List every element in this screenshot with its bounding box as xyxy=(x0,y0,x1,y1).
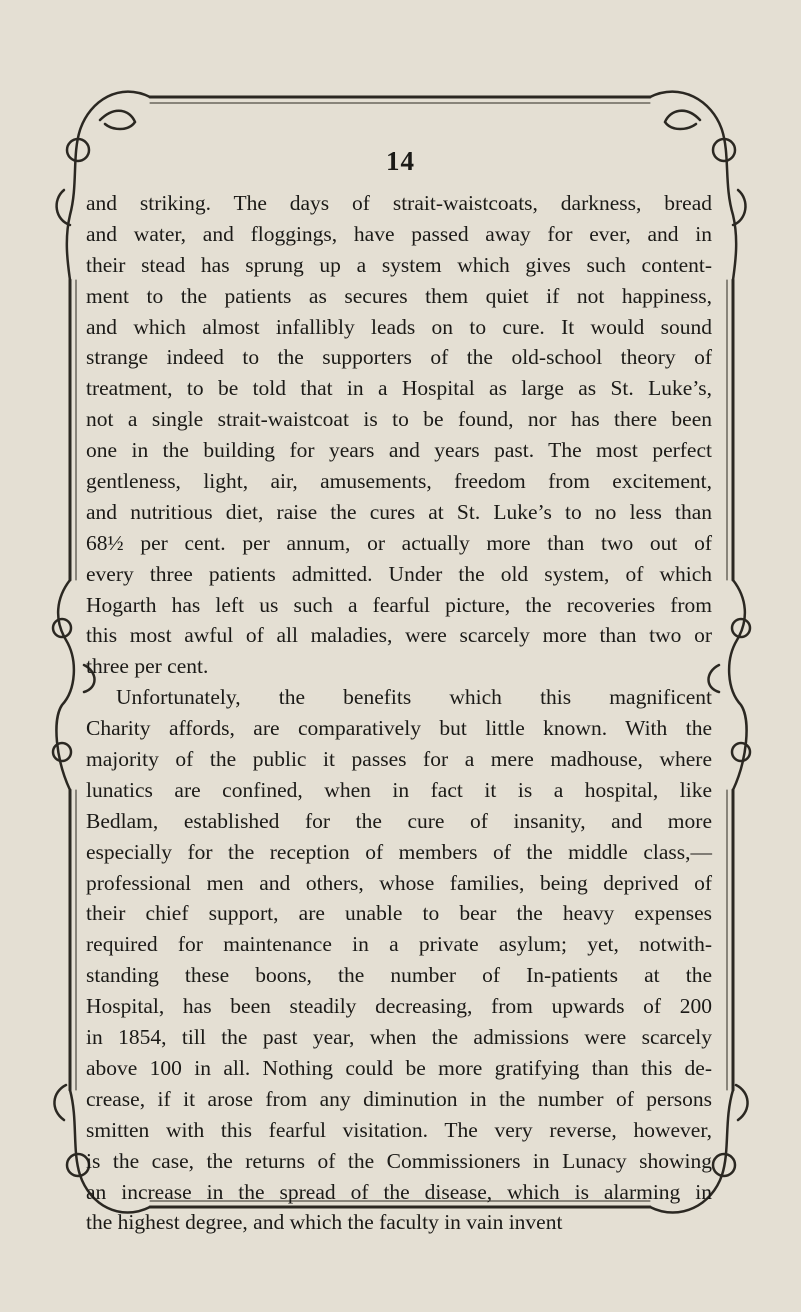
text-line: Hogarth has left us such a fearful picture, the recoveries from xyxy=(86,592,712,617)
text-line: smitten with this fearful visitation. The very reverse, however, xyxy=(86,1117,712,1142)
text-line: Bedlam, established for the cure of insanity, and more xyxy=(86,808,712,833)
text-line: this most awful of all maladies, were scarcely more than two or xyxy=(86,623,712,648)
text-line: three per cent. xyxy=(86,654,209,679)
text-line: lunatics are confined, when in fact it is a hospital, like xyxy=(86,777,712,802)
text-line: Hospital, has been steadily decreasing, from upwards of 200 xyxy=(86,994,712,1019)
text-line: especially for the reception of members of the middle class,— xyxy=(86,839,712,864)
text-line: gentleness, light, air, amusements, freedom from excitement, xyxy=(86,469,712,494)
side-ornament-right xyxy=(709,580,751,790)
text-line: professional men and others, whose families, being deprived of xyxy=(86,870,712,895)
text-line: is the case, the returns of the Commissioners in Lunacy showing xyxy=(86,1148,712,1173)
text-line: and which almost infallibly leads on to cure. It would sound xyxy=(86,314,712,339)
text-line: majority of the public it passes for a mere madhouse, where xyxy=(86,747,712,772)
text-line: standing these boons, the number of In-patients at the xyxy=(86,963,712,988)
text-line: strange indeed to the supporters of the old-school theory of xyxy=(86,345,712,370)
text-line: an increase in the spread of the disease, which is alarming in xyxy=(86,1179,712,1204)
text-line: above 100 in all. Nothing could be more gratifying than this de- xyxy=(86,1055,712,1080)
text-line: the highest degree, and which the faculty in vain invent xyxy=(86,1210,563,1235)
text-line: 68½ per cent. per annum, or actually more than two out of xyxy=(86,530,712,555)
text-line: every three patients admitted. Under the old system, of which xyxy=(86,561,712,586)
text-line: required for maintenance in a private asylum; yet, notwith- xyxy=(86,932,712,957)
text-line: Charity affords, are comparatively but little known. With the xyxy=(86,716,712,741)
text-line: one in the building for years and years past. The most perfect xyxy=(86,438,712,463)
text-line: not a single strait-waistcoat is to be found, nor has there been xyxy=(86,407,712,432)
text-line: treatment, to be told that in a Hospital as large as St. Luke’s, xyxy=(86,376,712,401)
text-line: ment to the patients as secures them quiet if not happiness, xyxy=(86,283,712,308)
text-line: in 1854, till the past year, when the admissions were scarcely xyxy=(86,1025,712,1050)
page-number: 14 xyxy=(386,146,415,176)
text-line: their stead has sprung up a system which gives such content- xyxy=(86,252,712,277)
text-line: and water, and floggings, have passed away for ever, and in xyxy=(86,221,712,246)
text-line: and nutritious diet, raise the cures at St. Luke’s to no less than xyxy=(86,499,712,524)
text-line: their chief support, are unable to bear the heavy expenses xyxy=(86,901,712,926)
text-line: crease, if it arose from any diminution in the number of persons xyxy=(86,1086,712,1111)
body-text xyxy=(86,188,712,1238)
text-line: and striking. The days of strait-waistcoats, darkness, bread xyxy=(86,191,712,215)
text-line: Unfortunately, the benefits which this magnificent xyxy=(116,685,712,710)
